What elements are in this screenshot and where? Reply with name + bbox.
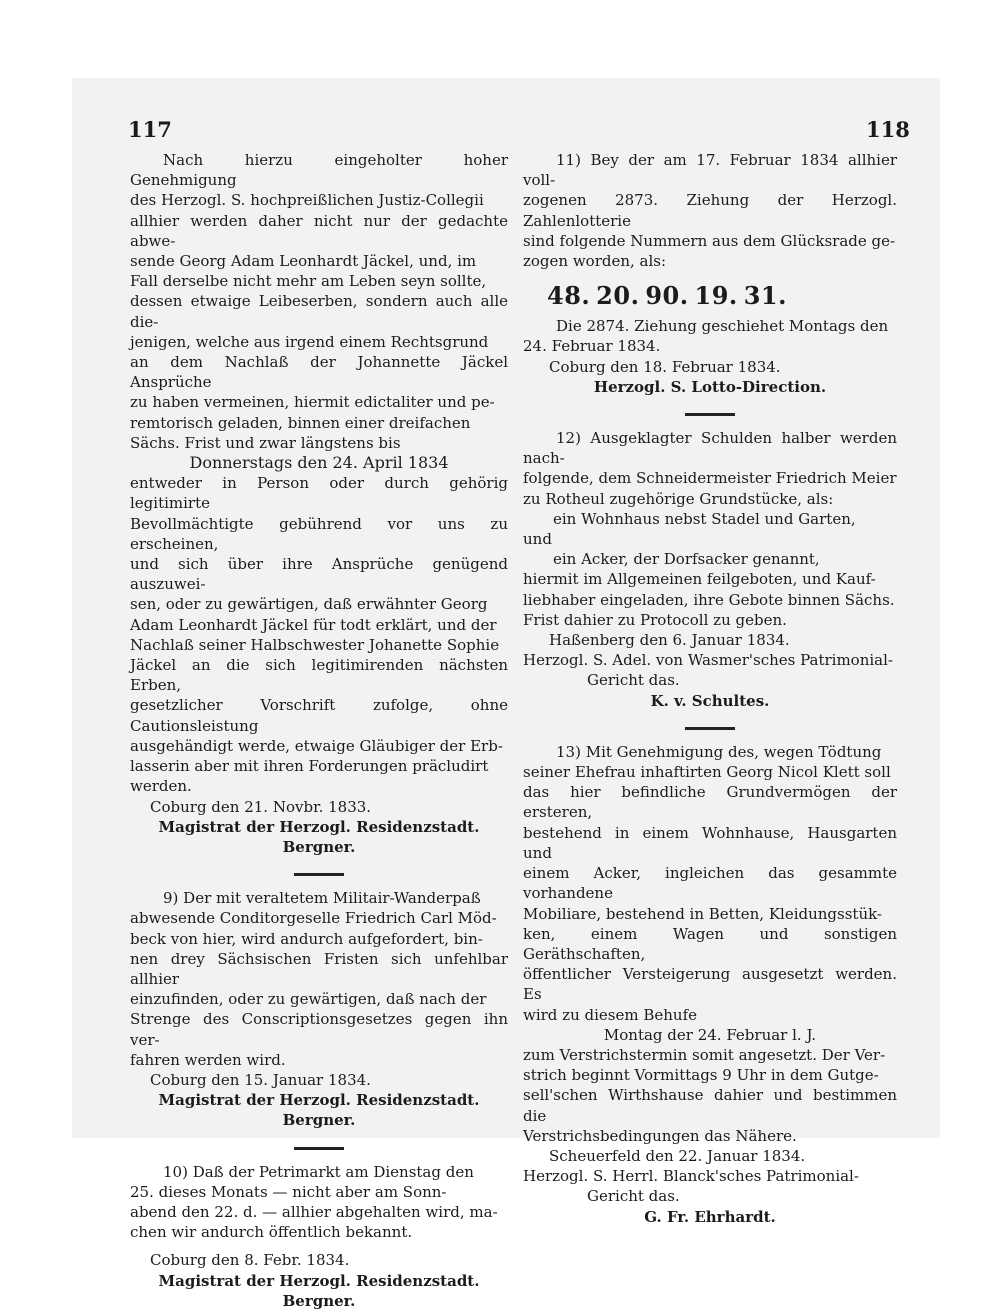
place-date: Scheuerfeld den 22. Januar 1834. <box>549 1146 806 1165</box>
item-text-line: nen drey Sächsischen Fristen sich unfehlbar allhier <box>130 949 508 988</box>
notice-text-line: ausgehändigt werde, etwaige Gläubiger der Erb- <box>130 736 503 755</box>
item-text-line: Die 2874. Ziehung geschiehet Montags den <box>556 317 889 336</box>
authority: Herzogl. S. Adel. von Wasmer'sches Patrimonial- <box>523 651 893 670</box>
item-text-line: liebhaber eingeladen, ihre Gebote binnen Sächs. <box>523 590 895 609</box>
lottery-numbers <box>547 281 787 310</box>
signer: G. Fr. Ehrhardt. <box>644 1207 776 1226</box>
place-date: Coburg den 15. Januar 1834. <box>150 1070 371 1089</box>
notice-text-line: und sich über ihre Ansprüche genügend auszuwei- <box>130 555 508 594</box>
place-date: Coburg den 8. Febr. 1834. <box>150 1251 350 1270</box>
authority: Gericht das. <box>587 1187 680 1206</box>
left-column <box>130 150 508 1311</box>
lottery-number: 19. <box>694 281 738 311</box>
notice-text-line: Jäckel an die sich legitimirenden nächsten Erben, <box>130 656 508 695</box>
notice-text-line: werden. <box>130 777 192 796</box>
item-text-line: zogen worden, als: <box>523 252 667 271</box>
item-text-line: 25. dieses Monats — nicht aber am Sonn- <box>130 1182 447 1201</box>
property-item: ein Acker, der Dorfsacker genannt, <box>553 550 820 569</box>
authority: Gericht das. <box>587 671 680 690</box>
notice-text-line: Nach hierzu eingeholter hoher Genehmigung <box>130 151 508 190</box>
item-text-line: 24. Februar 1834. <box>523 337 661 356</box>
notice-text-line: zu haben vermeinen, hiermit edictaliter und pe- <box>130 393 495 412</box>
item-text-line: zum Verstrichstermin somit angesetzt. Der Ver- <box>523 1045 886 1064</box>
notice-text-line: Nachlaß seiner Halbschwester Johanette Sophie <box>130 635 500 654</box>
section-rule <box>294 1147 344 1150</box>
section-rule <box>685 727 735 730</box>
item-text-line: zu Rotheul zugehörige Grundstücke, als: <box>523 489 834 508</box>
page-number-right: 118 <box>866 117 910 142</box>
page-number-left: 117 <box>128 117 172 142</box>
notice-text-line: Fall derselbe nicht mehr am Leben seyn sollte, <box>130 272 487 291</box>
notice-text-line: an dem Nachlaß der Johannette Jäckel Ansprüche <box>130 353 508 392</box>
section-rule <box>685 413 735 416</box>
signer: Bergner. <box>282 1291 356 1310</box>
place-date: Coburg den 18. Februar 1834. <box>549 357 781 376</box>
place-date: Haßenberg den 6. Januar 1834. <box>549 631 790 650</box>
place-date: Coburg den 21. Novbr. 1833. <box>150 797 372 816</box>
notice-text-line: allhier werden daher nicht nur der gedachte abwe- <box>130 211 508 250</box>
item-text-line: Verstrichsbedingungen das Nähere. <box>523 1126 797 1145</box>
lottery-number: 90. <box>645 281 689 311</box>
item-text-line: bestehend in einem Wohnhause, Hausgarten und <box>523 823 897 862</box>
item-text-line: Frist dahier zu Protocoll zu geben. <box>523 610 787 629</box>
item-text-line: chen wir andurch öffentlich bekannt. <box>130 1223 413 1242</box>
item-text-line: Strenge des Conscriptionsgesetzes gegen ihn ver- <box>130 1010 508 1049</box>
notice-text-line: jenigen, welche aus irgend einem Rechtsgrund <box>130 332 489 351</box>
item-text-line: 12) Ausgeklagter Schulden halber werden nach- <box>523 429 897 468</box>
deadline-line: Donnerstags den 24. April 1834 <box>189 453 449 473</box>
item-text-line: folgende, dem Schneidermeister Friedrich Meier <box>523 469 897 488</box>
notice-text-line: entweder in Person oder durch gehörig legitimirte <box>130 474 508 513</box>
item-text-line: zogenen 2873. Ziehung der Herzogl. Zahlenlotterie <box>523 191 897 230</box>
notice-text-line: Bevollmächtigte gebührend vor uns zu erscheinen, <box>130 514 508 553</box>
item-text-line: abend den 22. d. — allhier abgehalten wird, ma- <box>130 1202 498 1221</box>
notice-text-line: lasserin aber mit ihren Forderungen präcludirt <box>130 757 489 776</box>
item-text-line: Mobiliare, bestehend in Betten, Kleidungsstük- <box>523 904 882 923</box>
authority: Magistrat der Herzogl. Residenzstadt. <box>158 1271 480 1290</box>
notice-text-line: sende Georg Adam Leonhardt Jäckel, und, im <box>130 252 477 271</box>
signer: Bergner. <box>282 837 356 856</box>
item-text-line: wird zu diesem Behufe <box>523 1005 698 1024</box>
item-text-line: einem Acker, ingleichen das gesammte vorhandene <box>523 864 897 903</box>
notice-text-line: dessen etwaige Leibeserben, sondern auch alle die- <box>130 292 508 331</box>
notice-text-line: remtorisch geladen, binnen einer dreifachen <box>130 413 471 432</box>
item-text-line: einzufinden, oder zu gewärtigen, daß nach der <box>130 990 487 1009</box>
notice-text-line: Sächs. Frist und zwar längstens bis <box>130 433 401 452</box>
item-text-line: hiermit im Allgemeinen feilgeboten, und Kauf- <box>523 570 876 589</box>
authority: Magistrat der Herzogl. Residenzstadt. <box>158 817 480 836</box>
signer: K. v. Schultes. <box>650 691 770 710</box>
notice-text-line: des Herzogl. S. hochpreißlichen Justiz-Collegii <box>130 191 484 210</box>
item-text-line: sell'schen Wirthshause dahier und bestimmen die <box>523 1086 897 1125</box>
item-text-line: fahren werden wird. <box>130 1050 286 1069</box>
notice-text-line: Adam Leonhardt Jäckel für todt erklärt, und der <box>130 615 497 634</box>
lottery-number: 48. <box>547 281 591 311</box>
authority: Herzogl. S. Herrl. Blanck'sches Patrimonial- <box>523 1167 859 1186</box>
item-text-line: sind folgende Nummern aus dem Glücksrade ge- <box>523 231 896 250</box>
authority: Magistrat der Herzogl. Residenzstadt. <box>158 1091 480 1110</box>
notice-text-line: gesetzlicher Vorschrift zufolge, ohne Cautionsleistung <box>130 696 508 735</box>
lottery-number: 31. <box>743 281 787 311</box>
authority: Herzogl. S. Lotto-Direction. <box>593 377 827 396</box>
item-text-line: beck von hier, wird andurch aufgefordert, bin- <box>130 929 483 948</box>
signer: Bergner. <box>282 1111 356 1130</box>
item-text-line: das hier befindliche Grundvermögen der ersteren, <box>523 783 897 822</box>
item-text-line: und <box>523 530 552 549</box>
section-rule <box>294 873 344 876</box>
property-item: ein Wohnhaus nebst Stadel und Garten, <box>553 509 856 528</box>
lottery-number: 20. <box>596 281 640 311</box>
item-text-line: 10) Daß der Petrimarkt am Dienstag den <box>163 1162 474 1181</box>
notice-text-line: sen, oder zu gewärtigen, daß erwähnter Georg <box>130 595 488 614</box>
item-text-line: ken, einem Wagen und sonstigen Geräthschaften, <box>523 924 897 963</box>
item-text-line: 11) Bey der am 17. Februar 1834 allhier voll- <box>523 151 897 190</box>
right-column <box>523 150 897 1227</box>
item-text-line: 13) Mit Genehmigung des, wegen Tödtung <box>556 742 882 761</box>
item-text-line: 9) Der mit veraltetem Militair-Wanderpaß <box>163 889 481 908</box>
item-text-line: seiner Ehefrau inhaftirten Georg Nicol Klett soll <box>523 763 891 782</box>
item-text-line: strich beginnt Vormittags 9 Uhr in dem Gutge- <box>523 1066 879 1085</box>
item-text-line: öffentlicher Versteigerung ausgesetzt werden. Es <box>523 965 897 1004</box>
auction-date: Montag der 24. Februar l. J. <box>603 1025 817 1044</box>
item-text-line: abwesende Conditorgeselle Friedrich Carl Möd- <box>130 909 497 928</box>
